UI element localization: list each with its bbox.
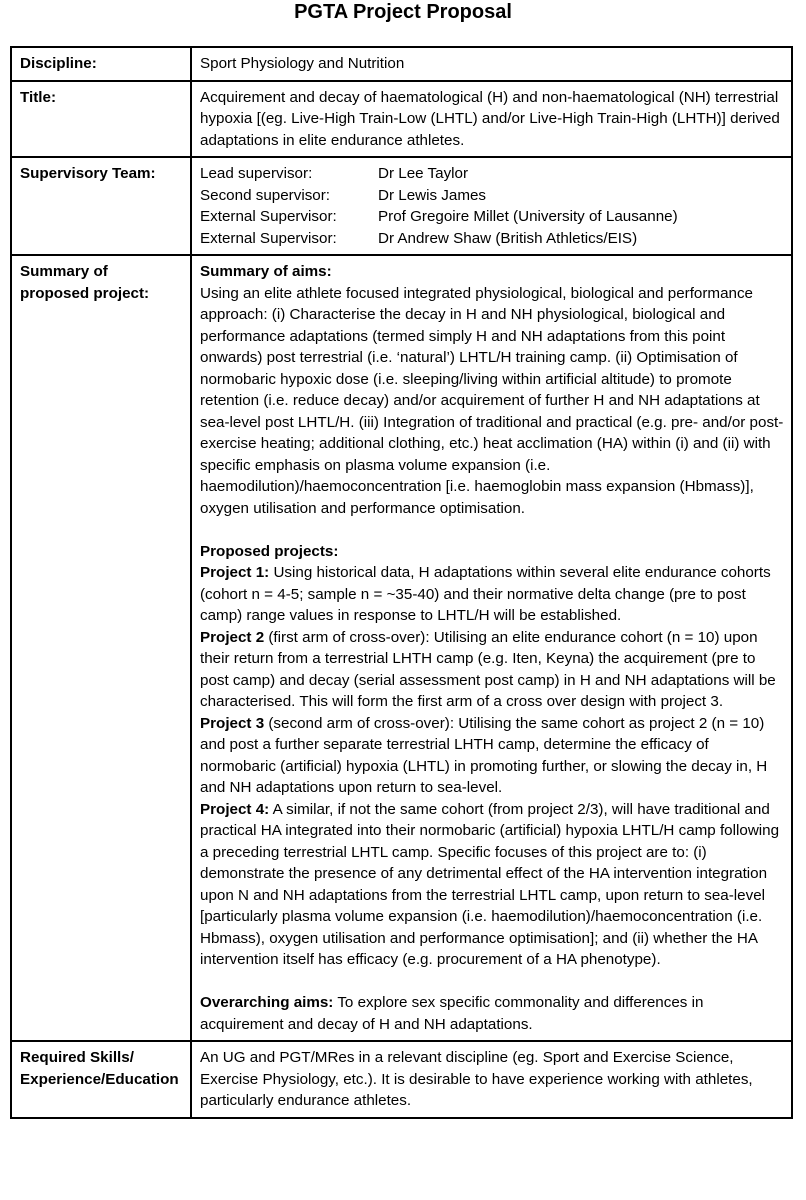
supervisory-team-label: Supervisory Team: [11,157,191,255]
supervisor-name: Dr Andrew Shaw (British Athletics/EIS) [378,229,638,247]
project-3-label: Project 3 [200,714,265,732]
project-4 [200,799,785,971]
table-row-supervisory-team [11,157,792,255]
proposal-table [10,46,793,1119]
summary-label-line1: Summary of [20,263,108,280]
aims-heading: Summary of aims: [200,263,332,280]
overarching-aims-label: Overarching aims: [200,994,334,1011]
supervisor-row [200,185,785,207]
document-title: PGTA Project Proposal [294,1,512,23]
project-4-text: A similar, if not the same cohort (from project 2/3), will have traditional and practical HA integrated into their normobaric (artificial) hypoxia LHTL/H camp following a preceding terrestrial LHTL camp. Specific focuses of this project are to: (i) demonstrate the presence of any detrimental effect of the HA intervention integration upon N and NH adaptations from the terrestrial LHTL camp, upon return to sea-level [particularly plasma volume expansion (i.e. haemodilution)/haemoconcentration (i.e. Hbmass), oxygen utilisation and performance optimisation]; and (ii) whether the HA intervention itself has efficacy (e.g. procurement of a HA phenotype). [200,800,780,968]
projects-heading: Proposed projects: [200,542,339,560]
table-row-title [11,81,792,158]
summary-label-line2: proposed project: [20,284,150,302]
project-4-label: Project 4: [200,800,270,818]
supervisor-row [200,206,785,228]
table-row-skills [11,1041,792,1118]
aims-text: Using an elite athlete focused integrated physiological, biological and performance approach: (i) Characterise the decay in H and NH physiological, biological and performance adaptations (termed simply H and NH adaptations from this point onwards) post terrestrial (i.e. ‘natural’) LHTL/H training camp. (ii) Optimisation of normobaric hypoxic dose (i.e. sleeping/living within artificial altitude) to promote retention (i.e. reduce decay) and/or acquirement of further H and NH adaptations at sea-level post LHTL/H. (iii) Integration of traditional and practical (e.g. pre- and/or post-exercise heating; additional clothing, etc.) heat acclimation (HA) within (i) and (ii) with specific emphasis on plasma volume expansion (i.e. haemodilution)/haemoconcentration [i.e. haemoglobin mass expansion (Hbmass)], oxygen utilisation and performance optimisation. [200,284,784,517]
overarching-aims [200,992,785,1035]
skills-value: An UG and PGT/MRes in a relevant discipline (eg. Sport and Exercise Science, Exercise Physiology, etc.). It is desirable to have experience working with athletes, particularly endurance athletes. [191,1041,792,1118]
project-2-label: Project 2 [200,628,265,646]
title-label: Title: [11,81,191,158]
title-value: Acquirement and decay of haematological (H) and non-haematological (NH) terrestrial hypoxia [(eg. Live-High Train-Low (LHTL) and/or Live-High Train-High (LHTH)] derived adaptations in elite endurance athletes. [191,81,792,158]
skills-label [11,1041,191,1118]
supervisor-row [200,228,785,250]
discipline-label: Discipline: [11,47,191,81]
project-1-text: Using historical data, H adaptations within several elite endurance cohorts (cohort n = 4-5; sample n = ~35-40) and their normative delta change (pre to post camp) range values in response to LHTL/H will be established. [200,564,771,624]
project-3 [200,713,785,799]
summary-content [191,255,792,1041]
supervisor-name: Dr Lee Taylor [378,165,469,182]
supervisor-name: Dr Lewis James [378,186,487,204]
project-2 [200,627,785,713]
project-3-text: (second arm of cross-over): Utilising the same cohort as project 2 (n = 10) and post a further separate terrestrial LHTH camp, determine the efficacy of normobaric (artificial) hypoxia (LHTL) in promoting further, or slowing the decay in, H and NH adaptations upon return to sea-level. [200,714,768,796]
summary-label [11,255,191,1041]
discipline-value: Sport Physiology and Nutrition [191,47,792,81]
table-row-discipline [11,47,792,81]
supervisor-role: External Supervisor: [200,208,337,225]
overarching-aims-text: To explore sex specific commonality and differences in acquirement and decay of H and NH adaptations. [200,994,704,1033]
supervisory-team-list [191,157,792,255]
supervisor-name: Prof Gregoire Millet (University of Lausanne) [378,208,678,225]
project-2-text: (first arm of cross-over): Utilising an elite endurance cohort (n = 10) upon their return from a terrestrial LHTH camp (e.g. Iten, Keyna) the acquirement (pre to post camp) and decay (serial assessment post camp) in H and NH adaptations will be characterised. This will form the first arm of a cross over design with project 3. [200,628,776,710]
supervisor-role: External Supervisor: [200,229,337,247]
project-1-label: Project 1: [200,564,270,581]
project-1 [200,562,785,627]
supervisor-row [200,163,785,185]
table-row-summary [11,255,792,1041]
supervisor-role: Lead supervisor: [200,165,313,182]
skills-label-line1: Required Skills/ [20,1049,134,1066]
paragraph-gap [200,971,785,993]
skills-label-line2: Experience/Education [20,1070,179,1088]
supervisor-role: Second supervisor: [200,186,331,204]
paragraph-gap [200,519,785,541]
